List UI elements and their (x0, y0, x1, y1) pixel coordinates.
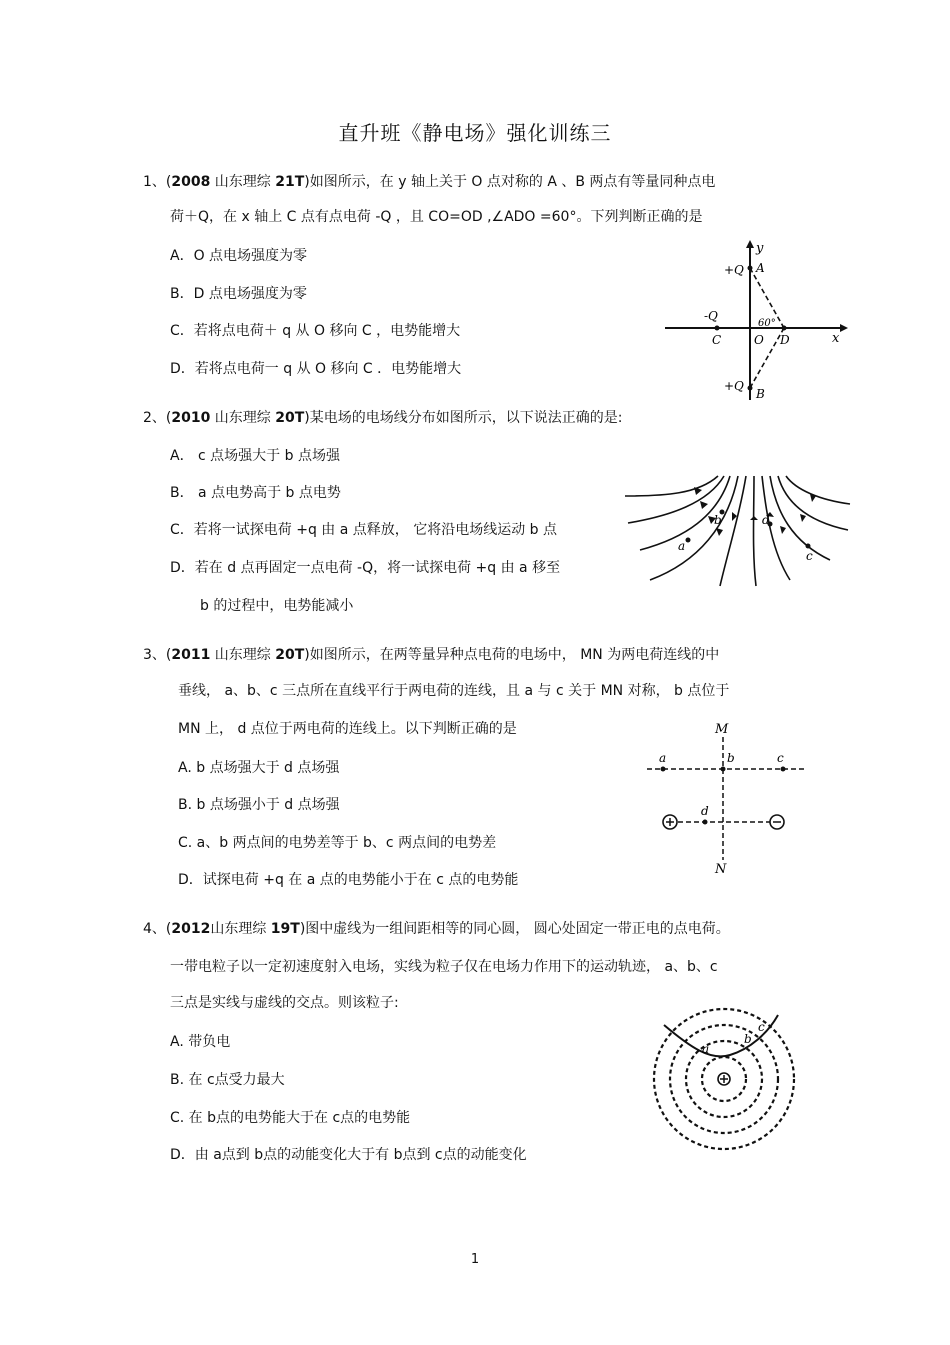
q3-stem-line3: MN 上， d 点位于两电荷的连线上。以下判断正确的是 (178, 721, 517, 737)
q2-arrow-icon (750, 516, 758, 520)
q3-label-d: d (701, 804, 709, 818)
q2-code: 20T (275, 410, 305, 426)
q3-option-d: D．试探电荷 +q 在 a 点的电势能小于在 c 点的电势能 (178, 872, 519, 888)
q1-label-plus-q-bottom: +Q (724, 379, 744, 393)
q4-stem-text1: )图中虚线为一组间距相等的同心圆， 圆心处固定一带正电的点电荷。 (299, 921, 730, 937)
q1-label-o: O (754, 333, 764, 347)
q3-label-c: c (777, 751, 784, 765)
q1-source: 山东理综 (210, 174, 276, 190)
q3-point-c (781, 767, 786, 772)
q3-stem-line1 (143, 646, 719, 664)
q4-label-a: a (702, 1042, 710, 1056)
q4-label-b: b (744, 1032, 752, 1046)
q3-number: 3、( (143, 647, 172, 663)
q2-option-d: D．若在 d 点再固定一点电荷 -Q，将一试探电荷 +q 由 a 移至 (170, 560, 561, 576)
q1-label-angle: 60° (758, 318, 776, 329)
q3-label-b: b (727, 751, 735, 765)
q4-figure (650, 1005, 800, 1155)
q2-option-d-cont: b 的过程中，电势能减小 (200, 598, 354, 614)
q1-point-a (748, 266, 753, 271)
q4-stem-line1 (143, 920, 730, 938)
q2-source: 山东理综 (210, 410, 276, 426)
q2-year: 2010 (171, 410, 211, 426)
q2-arrow-icon (800, 514, 806, 522)
q3-label-n: N (715, 862, 727, 877)
q2-option-c: C．若将一试探电荷 +q 由 a 点释放， 它将沿电场线运动 b 点 (170, 522, 558, 538)
page-number: 1 (470, 1252, 480, 1267)
q2-field-line-10 (786, 476, 850, 504)
q4-source: 山东理综 (210, 921, 271, 937)
q1-option-b: B．D 点电场强度为零 (170, 286, 307, 302)
q1-label-a: A (756, 261, 765, 275)
q2-number: 2、( (143, 410, 172, 426)
q4-option-d: D．由 a点到 b点的动能变化大于有 b点到 c点的动能变化 (170, 1147, 527, 1163)
q3-code: 20T (275, 647, 305, 663)
q1-x-arrow-icon (840, 324, 848, 332)
q3-option-a: A. b 点场强大于 d 点场强 (178, 760, 340, 776)
q2-label-d: d (762, 513, 770, 527)
q2-stem-line1 (143, 409, 622, 427)
q1-stem-text1: )如图所示，在 y 轴上关于 O 点对称的 A 、B 两点有等量同种点电 (304, 174, 716, 190)
q4-option-a: A. 带负电 (170, 1034, 231, 1050)
q3-label-m: M (715, 722, 729, 737)
q2-field-line-6 (754, 476, 757, 586)
q1-label-b: B (756, 387, 765, 401)
q1-figure (660, 238, 850, 403)
q1-label-d: D (780, 333, 790, 347)
q1-label-minus-q: -Q (704, 309, 718, 323)
q3-figure (645, 715, 815, 880)
q3-stem-text1: )如图所示，在两等量异种点电荷的电场中， MN 为两电荷连线的中 (304, 647, 720, 663)
q3-stem-line2: 垂线， a、b、c 三点所在直线平行于两电荷的连线，且 a 与 c 关于 MN 对称， b 点位于 (178, 683, 730, 699)
q1-point-d (782, 326, 787, 331)
q4-stem-line2: 一带电粒子以一定初速度射入电场，实线为粒子仅在电场力作用下的运动轨迹， a、b、c (170, 959, 718, 975)
q2-label-b: b (714, 513, 722, 527)
q4-option-c: C. 在 b点的电势能大于在 c点的电势能 (170, 1110, 411, 1126)
q3-point-a (661, 767, 666, 772)
q4-stem-line3: 三点是实线与虚线的交点。则该粒子: (170, 995, 399, 1011)
q3-option-b: B. b 点场强小于 d 点场强 (178, 797, 340, 813)
q1-option-d: D．若将点电荷一 q 从 O 移向 C ．电势能增大 (170, 361, 462, 377)
q2-figure (620, 468, 855, 588)
q2-arrow-icon (700, 501, 708, 509)
q1-stem-line1 (143, 173, 715, 191)
q1-option-a: A．O 点电场强度为零 (170, 248, 308, 264)
q2-option-a: A． c 点场强大于 b 点场强 (170, 448, 340, 464)
q1-y-arrow-icon (746, 240, 754, 248)
q1-number: 1、( (143, 174, 172, 190)
q2-field-line-9 (778, 476, 848, 530)
q3-point-d (703, 820, 708, 825)
q1-code: 21T (275, 174, 305, 190)
q2-arrow-icon (716, 528, 723, 536)
q4-option-b: B. 在 c点受力最大 (170, 1072, 285, 1088)
q1-point-b (748, 386, 753, 391)
q3-year: 2011 (171, 647, 211, 663)
q4-number: 4、( (143, 921, 172, 937)
q2-stem-text1: )某电场的电场线分布如图所示，以下说法正确的是: (304, 410, 623, 426)
q2-arrow-icon (780, 526, 786, 534)
q1-label-c: C (712, 333, 722, 347)
q2-field-line-1 (625, 476, 718, 496)
q2-option-b: B． a 点电势高于 b 点电势 (170, 485, 341, 501)
q1-stem-line2: 荷＋Q，在 x 轴上 C 点有点电荷 -Q ，且 CO=OD ,∠ADO =60°。下列判断正确的是 (170, 209, 703, 225)
q3-point-b (721, 767, 726, 772)
q4-code: 19T (270, 921, 300, 937)
q4-year: 2012 (171, 921, 211, 937)
q1-label-x: x (832, 331, 840, 346)
q1-year: 2008 (171, 174, 211, 190)
q3-label-a: a (659, 751, 667, 765)
q1-label-y: y (756, 241, 764, 256)
q4-label-c: c (758, 1020, 765, 1034)
q1-option-c: C．若将点电荷＋ q 从 O 移向 C ，电势能增大 (170, 323, 461, 339)
page-title: 直升班《静电场》强化训练三 (338, 121, 612, 145)
q2-label-a: a (678, 539, 686, 553)
q1-label-plus-q-top: +Q (724, 263, 744, 277)
q3-source: 山东理综 (210, 647, 276, 663)
q2-point-c (806, 544, 811, 549)
q1-point-c (715, 326, 720, 331)
q2-label-c: c (806, 549, 813, 563)
q2-point-a (686, 538, 691, 543)
q3-option-c: C. a、b 两点间的电势差等于 b、c 两点间的电势差 (178, 835, 497, 851)
